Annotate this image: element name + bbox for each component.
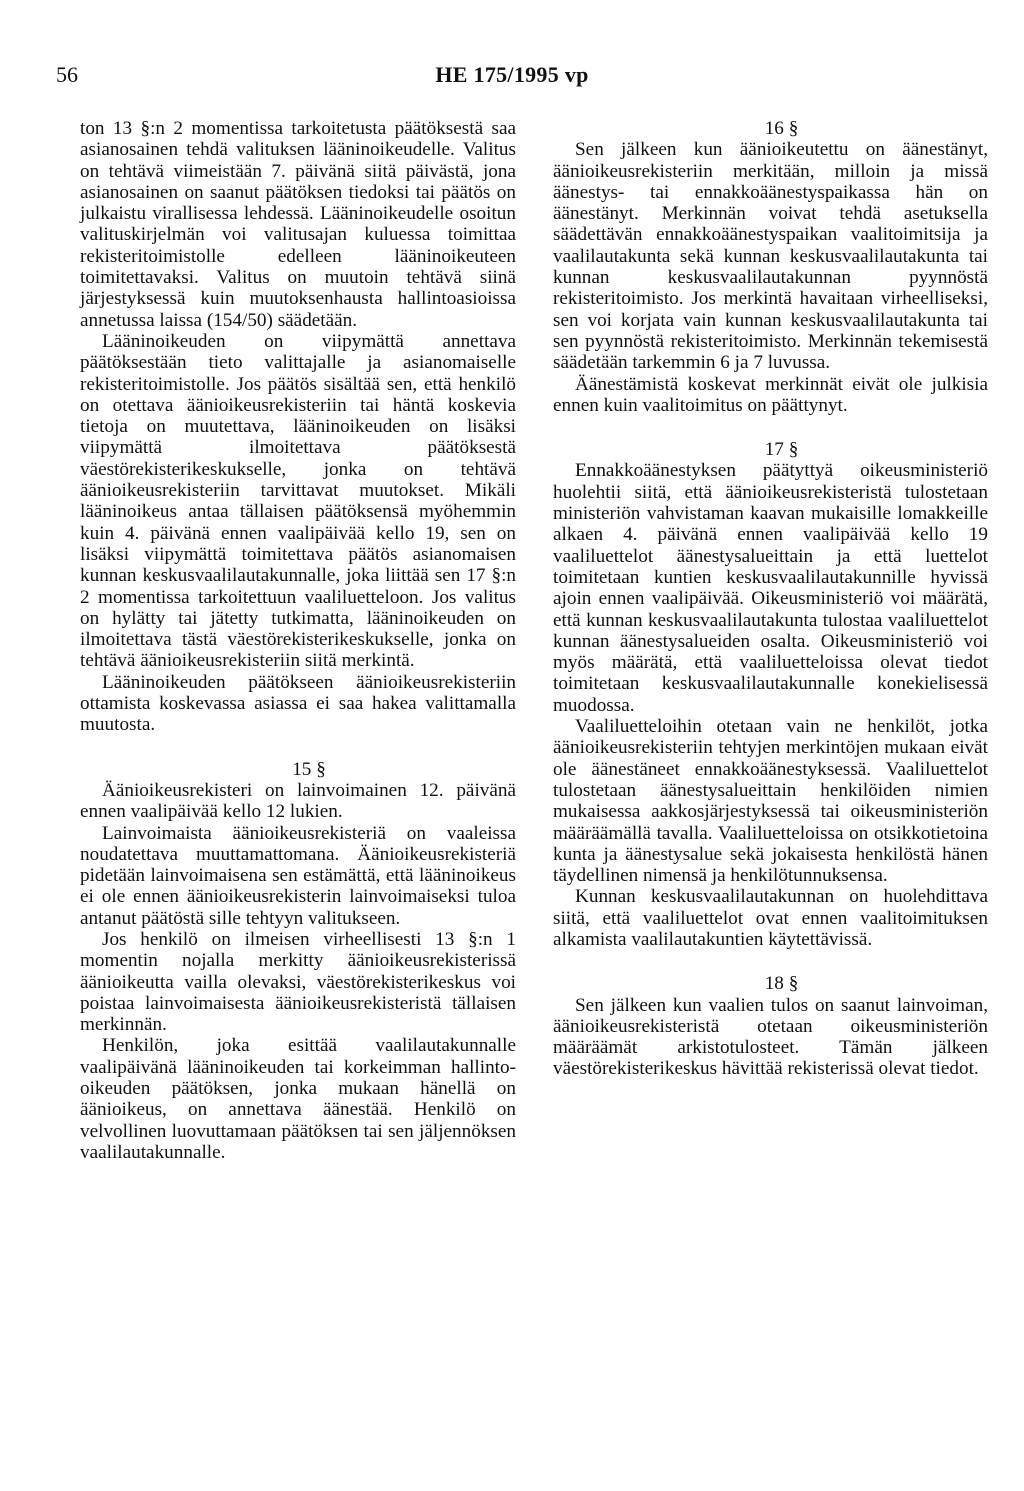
paragraph: Vaaliluetteloihin otetaan vain ne henkilöt, jotka äänioikeusrekisteriin tehtyjen merkintöjen mukaan eivät ole äänestäneet ennakkoäänestyksessä. Vaaliluettelot tulostetaan äänestysalueittain henkilöiden nimien mukaisessa aakkosjärjestyksessä tai oikeusministeriön määräämällä tavalla. Vaaliluetteloissa on otsikkotietoina kunta ja äänestysalue sekä jokaisesta henkilöstä hänen täydellinen nimensä ja henkilötunnuksensa. [553,716,988,887]
section-heading-16: 16 § [764,118,799,139]
paragraph: Ennakkoäänestyksen päätyttyä oikeusministeriö huolehtii siitä, että äänioikeusrekisteristä tulostetaan ministeriön vahvistaman kaavan mukaisille lomakkeille alkaen 4. päivänä ennen vaalipäivää kello 19 vaaliluettelot äänestysalueittain ja että luettelot toimitetaan kuntien keskusvaalilautakunnille hyvissä ajoin ennen vaalipäivää. Oikeusministeriö voi määrätä, että kunnan keskusvaalilautakunta tulostaa vaaliluettelot kunnan äänestysalueiden osalta. Oikeusministeriö voi myös määrätä, että vaaliluetteloissa olevat tiedot toimitetaan keskusvaalilautakunnalle konekielisessä muodossa. [553,460,988,716]
section-heading-17: 17 § [764,439,799,461]
paragraph: Jos henkilö on ilmeisen virheellisesti 13 §:n 1 momentin nojalla merkitty äänioikeusrekisterissä äänioikeutta vailla olevaksi, väestörekisterikeskus voi poistaa lainvoimaisesta äänioikeusrekisteristä tällaisen merkinnän. [80,928,516,1036]
section-heading-18: 18 § [764,973,799,995]
paragraph: Sen jälkeen kun äänioikeutettu on äänestänyt, äänioikeusrekisteriin merkitään, milloin ja missä äänestys- tai ennakkoäänestyspaikassa hän on äänestänyt. Merkinnän voivat tehdä asetuksella säädettävän ennakkoäänestyspaikan vaalitoimitsija ja vaalilautakunta sekä kunnan keskusvaalilautakunta tai kunnan keskusvaalilautakunnan pyynnöstä rekisteritoimisto. Jos merkintä havaitaan virheelliseksi, sen voi korjata vain kunnan keskusvaalilautakunta tai sen pyynnöstä rekisteritoimisto. Merkinnän tekemisestä säädetään tarkemmin 6 ja 7 luvussa. [553,139,988,374]
page-number: 56 [56,62,78,87]
page-header [0,62,1024,96]
paragraph: Henkilön, joka esittää vaalilautakunnalle vaalipäivänä lääninoikeuden tai korkeimman hallinto-oikeuden päätöksen, jonka mukaan hänellä on äänioikeus, on annettava äänestää. Henkilö on velvollinen luovuttamaan päätöksen tai sen jäljennöksen vaalilautakunnalle. [80,1035,516,1163]
paragraph: Lääninoikeuden on viipymättä annettava päätöksestään tieto valittajalle ja asianomaiselle rekisteritoimistolle. Jos päätös sisältää sen, että henkilö on otettava äänioikeusrekisteriin tai häntä koskevia tietoja on muutettava, lääninoikeuden on lisäksi viipymättä ilmoitettava päätöksestä väestörekisterikeskukselle, jonka on tehtävä äänioikeusrekisteriin tarvittavat muutokset. Mikäli lääninoikeus antaa tällaisen päätöksensä myöhemmin kuin 4. päivänä ennen vaalipäivää kello 19, sen on lisäksi viipymättä toimitettava päätös asianomaisen kunnan keskusvaalilautakunnalle, joka liittää sen 17 §:n 2 momentissa tarkoitettuun vaaliluetteloon. Jos valitus on hylätty tai jätetty tutkimatta, lääninoikeuden on ilmoitettava tästä väestörekisterikeskukselle, jonka on tehtävä äänioikeusrekisteriin siitä merkintä. [80,330,516,672]
section-heading-15: 15 § [292,758,326,780]
paragraph: ton 13 §:n 2 momentissa tarkoitetusta päätöksestä saa asianosainen tehdä valituksen lääninoikeudelle. Valitus on tehtävä viimeistään 7. päivänä siitä päivästä, jona asianosainen on saanut päätöksen tiedoksi tai päätös on julkaistu virallisessa lehdessä. Lääninoikeudelle osoitun valituskirjelmän voi valitusajan kuluessa toimittaa rekisteritoimistolle edelleen lääninoikeuteen toimitettavaksi. Valitus on muutoin tehtävä siinä järjestyksessä kuin muutoksenhausta hallintoasioissa annetussa laissa (154/50) säädetään. [80,118,516,331]
paragraph: Lääninoikeuden päätökseen äänioikeusrekisteriin ottamista koskevassa asiassa ei saa hakea valittamalla muutosta. [80,671,516,736]
left-column [80,118,516,1163]
paragraph: Lainvoimaista äänioikeusrekisteriä on vaaleissa noudatettava muuttamattomana. Äänioikeusrekisteriä pidetään lainvoimaisena sen estämättä, että lääninoikeus ei ole ennen äänioikeusrekisterin lainvoimaiseksi tuloa antanut päätöstä sille tehtyyn valitukseen. [80,822,516,929]
paragraph: Sen jälkeen kun vaalien tulos on saanut lainvoiman, äänioikeusrekisteristä otetaan oikeusministeriön määräämät arkistotulosteet. Tämän jälkeen väestörekisterikeskus hävittää rekisterissä olevat tiedot. [553,994,988,1080]
paragraph: Kunnan keskusvaalilautakunnan on huolehdittava siitä, että vaaliluettelot ovat ennen vaalitoimituksen alkamista vaalilautakuntien käytettävissä. [553,886,988,950]
document-id: HE 175/1995 vp [435,62,589,87]
paragraph: Äänioikeusrekisteri on lainvoimainen 12. päivänä ennen vaalipäivää kello 12 lukien. [80,779,516,823]
right-column [553,118,988,1080]
paragraph: Äänestämistä koskevat merkinnät eivät ole julkisia ennen kuin vaalitoimitus on päättynyt. [553,373,988,416]
